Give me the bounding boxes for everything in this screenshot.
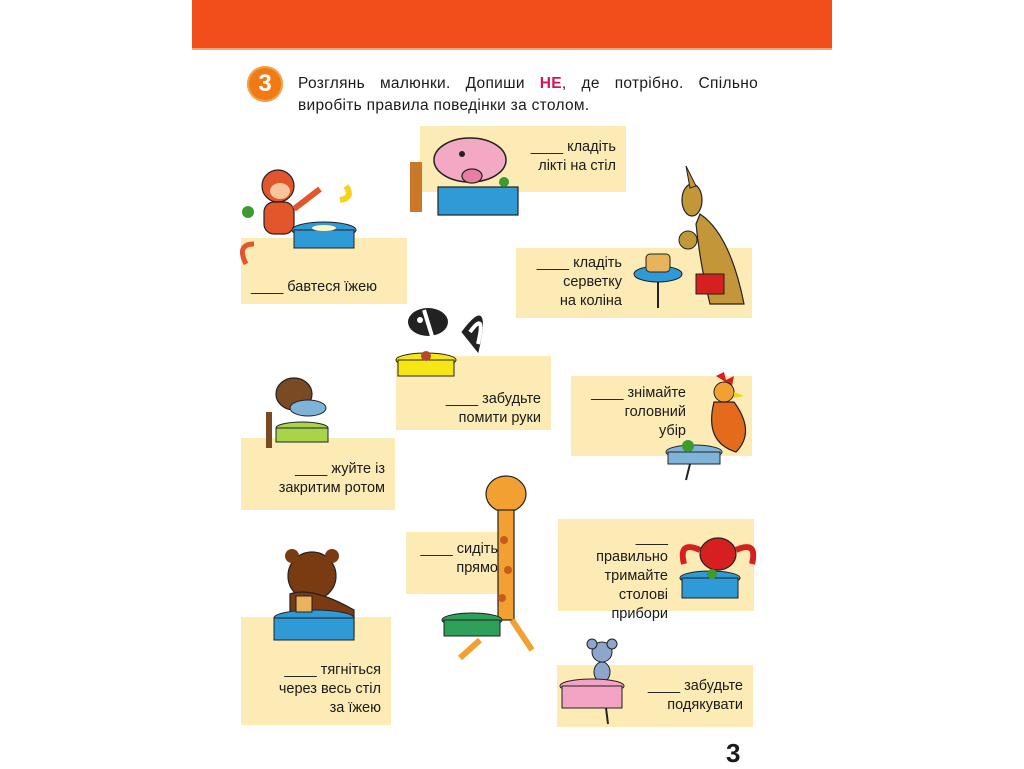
rule-line: ____ знімайте (591, 385, 686, 401)
rule-line: лікті на стіл (538, 158, 616, 174)
giraffe-illustration (440, 470, 550, 662)
rooster-illustration (664, 372, 756, 482)
instruction-text-end: , де потрібно. Спільно виробіть правила поведінки за столом. (298, 75, 758, 114)
rule-line: через весь стіл (278, 681, 381, 697)
task-instruction (298, 73, 758, 117)
pig-illustration (400, 132, 530, 222)
kangaroo-illustration (640, 164, 760, 310)
bear-illustration (264, 546, 374, 646)
rule-line: ____ правильно (596, 530, 668, 565)
rule-line: ____ тягніться (284, 662, 381, 678)
rule-line: ____ забудьте (445, 391, 541, 407)
beaver-illustration (262, 372, 342, 452)
top-header-bar (192, 0, 832, 50)
monkey-illustration (236, 164, 366, 274)
rule-line: ____ кладіть (530, 139, 616, 155)
rule-line: на коліна (559, 293, 622, 309)
rule-line: за їжею (329, 700, 381, 716)
rule-line: закритим ротом (278, 480, 385, 496)
rule-line: ____ кладіть (536, 255, 622, 271)
lobster-illustration (672, 520, 764, 612)
task-number-badge: 3 (247, 66, 283, 102)
skunk-illustration (392, 292, 502, 382)
rule-line: серветку (563, 274, 622, 290)
instruction-text-start: Розглянь малюнки. Допиши (298, 75, 540, 92)
rule-line: прибори (611, 606, 668, 622)
rule-line: тримайте (604, 568, 668, 584)
rule-line: головний (624, 404, 686, 420)
rule-line: ____ забудьте (647, 678, 743, 694)
rule-line: убір (658, 423, 686, 439)
instruction-highlight: НЕ (539, 75, 562, 92)
page-number: 3 (726, 738, 741, 768)
rule-line: ____ бавтеся їжею (251, 279, 378, 295)
rule-line: помити руки (458, 410, 541, 426)
rule-line: ____ жуйте із (295, 461, 385, 477)
rule-line: ____ сидіть (420, 541, 498, 557)
rule-line: столові (618, 587, 668, 603)
rule-line: прямо (456, 560, 498, 576)
mouse-illustration (558, 636, 648, 726)
rule-line: подякувати (667, 697, 743, 713)
